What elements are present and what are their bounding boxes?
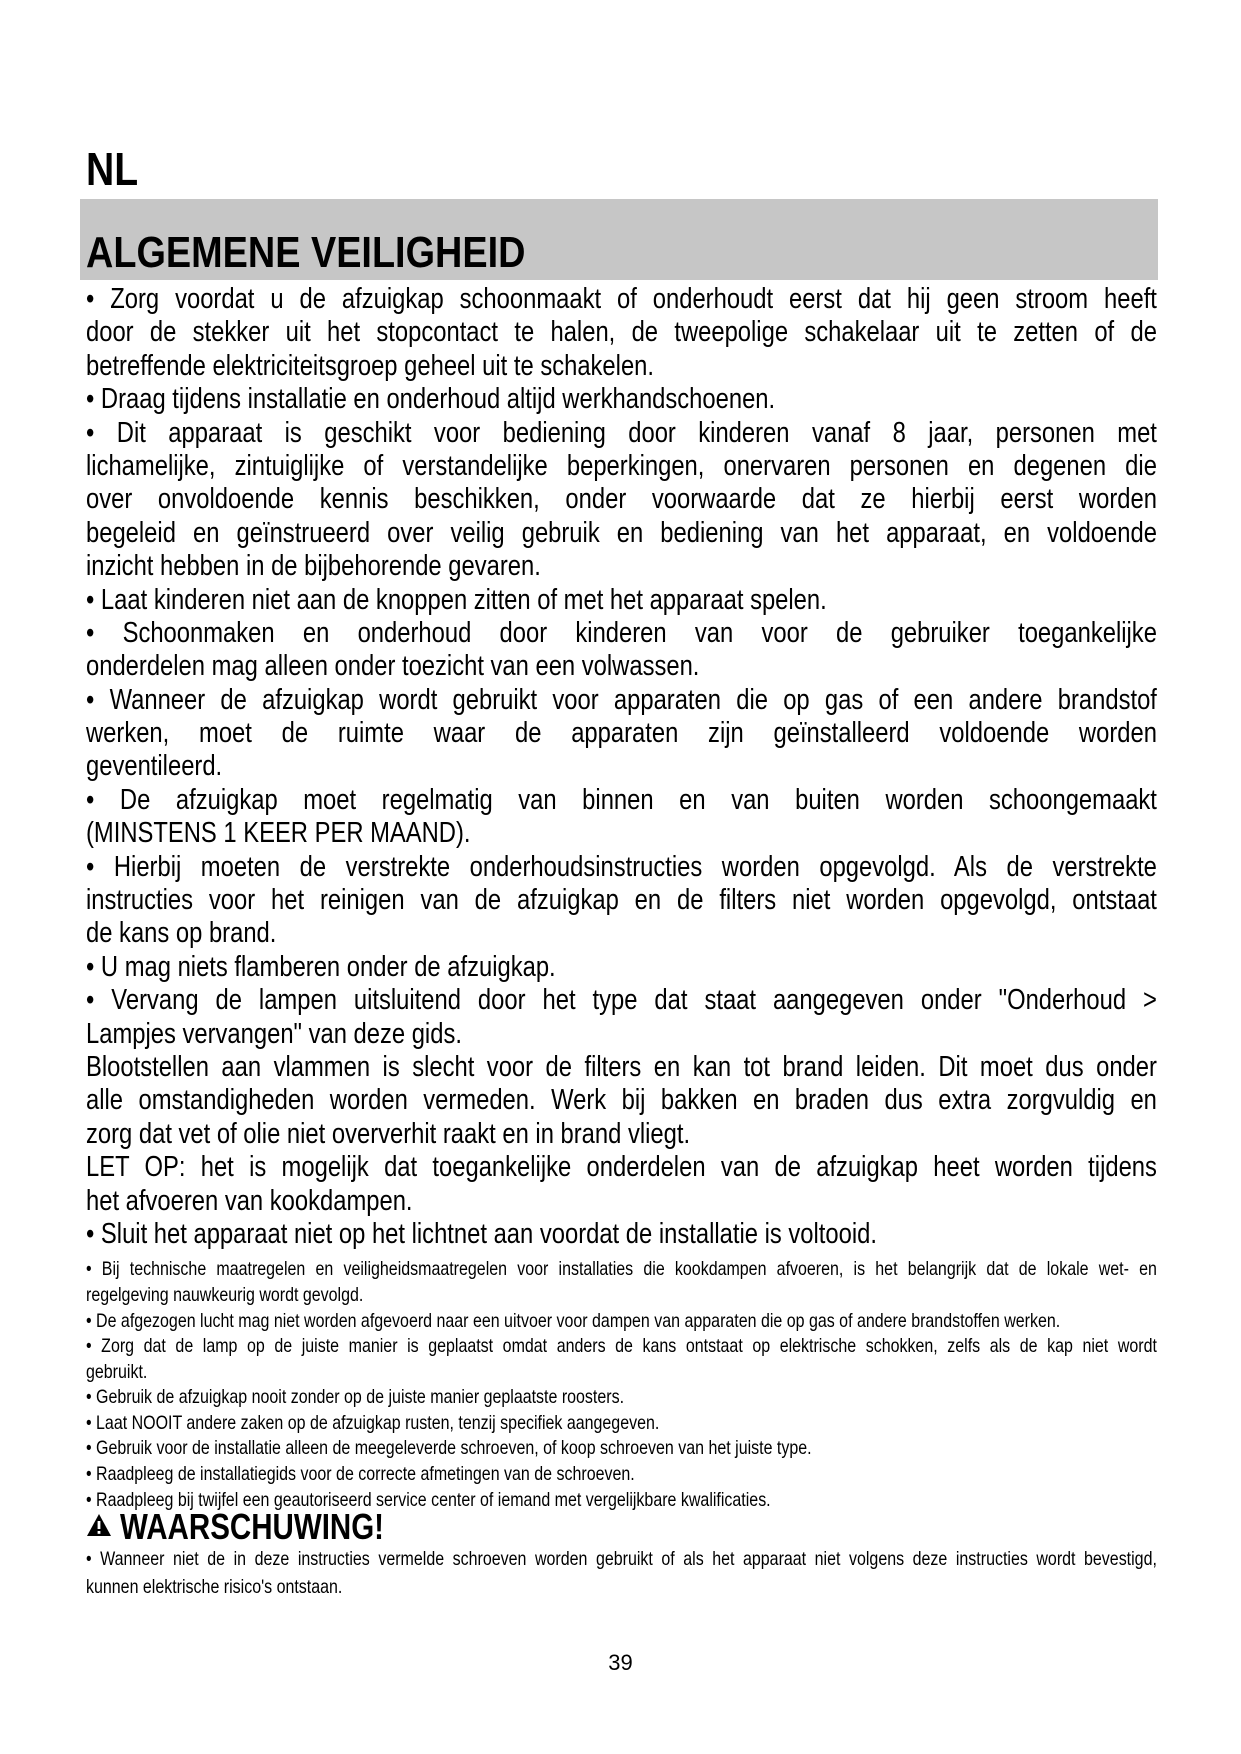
text-line: over onvoldoende kennis beschikken, onder voorwaarde dat ze hierbij eerst worden xyxy=(86,483,1157,516)
text-line: • Draag tijdens installatie en onderhoud altijd werkhandschoenen. xyxy=(86,383,776,416)
paragraph xyxy=(86,1411,1157,1437)
text-line: inzicht hebben in de bijbehorende gevaren. xyxy=(86,550,541,583)
text-line: • Bij technische maatregelen en veiligheidsmaatregelen voor installaties die kookdampen afvoeren, is het belangrijk dat de lokale wet- en xyxy=(86,1258,1157,1281)
text-line: • Wanneer de afzuigkap wordt gebruikt voor apparaten die op gas of een andere brandstof xyxy=(86,683,1157,716)
text-line: door de stekker uit het stopcontact te halen, de tweepolige schakelaar uit te zetten of de xyxy=(86,316,1157,349)
language-label: NL xyxy=(86,143,139,195)
paragraph xyxy=(86,1436,1157,1462)
text-line: • Dit apparaat is geschikt voor bediening door kinderen vanaf 8 jaar, personen met xyxy=(86,416,1157,449)
text-line: betreffende elektriciteitsgroep geheel uit te schakelen. xyxy=(86,349,655,382)
paragraph xyxy=(86,1385,1157,1411)
main-paragraphs xyxy=(86,283,1157,1251)
paragraph xyxy=(86,417,1157,584)
text-line: • Gebruik voor de installatie alleen de meegeleverde schroeven, of koop schroeven van het juiste type. xyxy=(86,1437,812,1460)
small-paragraphs xyxy=(86,1257,1157,1513)
text-line: • Schoonmaken en onderhoud door kinderen van voor de gebruiker toegankelijke xyxy=(86,616,1157,649)
paragraph xyxy=(86,283,1157,383)
warning-text xyxy=(86,1545,1157,1601)
paragraph xyxy=(86,383,1157,416)
text-line: gebruikt. xyxy=(86,1360,148,1383)
text-line: lichamelijke, zintuiglijke of verstandelijke beperkingen, onervaren personen en degenen die xyxy=(86,449,1157,482)
section-title: ALGEMENE VEILIGHEID xyxy=(86,228,526,277)
paragraph xyxy=(86,1151,1157,1218)
body-text xyxy=(86,283,1157,1513)
text-line: instructies voor het reinigen van de afzuigkap en de filters niet worden opgevolgd, ontstaat xyxy=(86,884,1157,917)
paragraph xyxy=(86,684,1157,784)
text-line: • Vervang de lampen uitsluitend door het type dat staat aangegeven onder "Onderhoud > xyxy=(86,984,1157,1017)
text-line: kunnen elektrische risico's ontstaan. xyxy=(86,1576,343,1598)
text-line: • Hierbij moeten de verstrekte onderhoudsinstructies worden opgevolgd. Als de verstrekte xyxy=(86,850,1157,883)
text-line: LET OP: het is mogelijk dat toegankelijke onderdelen van de afzuigkap heet worden tijdens xyxy=(86,1151,1157,1184)
paragraph xyxy=(86,1309,1157,1335)
paragraph xyxy=(86,1334,1157,1385)
text-line: • Wanneer niet de in deze instructies vermelde schroeven worden gebruikt of als het apparaat niet volgens deze instructies wordt bevestigd, xyxy=(86,1548,1157,1570)
page-number: 39 xyxy=(608,1650,633,1675)
text-line: • De afzuigkap moet regelmatig van binnen en van buiten worden schoongemaakt xyxy=(86,783,1157,816)
text-line: Lampjes vervangen" van deze gids. xyxy=(86,1017,462,1050)
text-line: de kans op brand. xyxy=(86,917,277,950)
text-line: (MINSTENS 1 KEER PER MAAND). xyxy=(86,817,471,850)
text-line: zorg dat vet of olie niet oververhit raakt en in brand vliegt. xyxy=(86,1117,691,1150)
text-line: • Raadpleeg bij twijfel een geautoriseerd service center of iemand met vergelijkbare kwalificaties. xyxy=(86,1488,771,1511)
warning-title: WAARSCHUWING! xyxy=(120,1506,385,1547)
warning-triangle-icon xyxy=(86,1513,112,1542)
text-line: • U mag niets flamberen onder de afzuigkap. xyxy=(86,950,556,983)
text-line: • Zorg dat de lamp op de juiste manier is geplaatst omdat anders de kans ontstaat op elektrische schokken, zelfs als de kap niet wordt xyxy=(86,1335,1157,1358)
text-line: Blootstellen aan vlammen is slecht voor de filters en kan tot brand leiden. Dit moet dus onder xyxy=(86,1050,1157,1083)
paragraph xyxy=(86,1051,1157,1151)
paragraph xyxy=(86,1257,1157,1308)
paragraph xyxy=(86,851,1157,951)
text-line: onderdelen mag alleen onder toezicht van een volwassen. xyxy=(86,650,700,683)
text-line: • Laat NOOIT andere zaken op de afzuigkap rusten, tenzij specifiek aangegeven. xyxy=(86,1411,660,1434)
text-line: begeleid en geïnstrueerd over veilig gebruik en bediening van het apparaat, en voldoende xyxy=(86,516,1157,549)
warning-heading xyxy=(86,1506,442,1548)
text-line: • Laat kinderen niet aan de knoppen zitten of met het apparaat spelen. xyxy=(86,583,827,616)
text-line: alle omstandigheden worden vermeden. Werk bij bakken en braden dus extra zorgvuldig en xyxy=(86,1084,1157,1117)
paragraph xyxy=(86,984,1157,1051)
text-line: werken, moet de ruimte waar de apparaten zijn geïnstalleerd voldoende worden xyxy=(86,717,1157,750)
text-line: • De afgezogen lucht mag niet worden afgevoerd naar een uitvoer voor dampen van apparaten die op gas of andere brandstoffen werken. xyxy=(86,1309,1061,1332)
text-line: het afvoeren van kookdampen. xyxy=(86,1184,413,1217)
text-line: regelgeving nauwkeurig wordt gevolgd. xyxy=(86,1283,364,1306)
paragraph xyxy=(86,584,1157,617)
text-line: • Raadpleeg de installatiegids voor de correcte afmetingen van de schroeven. xyxy=(86,1463,635,1486)
text-line: geventileerd. xyxy=(86,750,223,783)
text-line: • Gebruik de afzuigkap nooit zonder op de juiste manier geplaatste roosters. xyxy=(86,1386,625,1409)
paragraph xyxy=(86,951,1157,984)
paragraph xyxy=(86,617,1157,684)
text-line: • Zorg voordat u de afzuigkap schoonmaakt of onderhoudt eerst dat hij geen stroom heeft xyxy=(86,283,1157,315)
paragraph xyxy=(86,1462,1157,1488)
paragraph xyxy=(86,784,1157,851)
text-line: • Sluit het apparaat niet op het lichtnet aan voordat de installatie is voltooid. xyxy=(86,1217,877,1250)
paragraph xyxy=(86,1218,1157,1251)
